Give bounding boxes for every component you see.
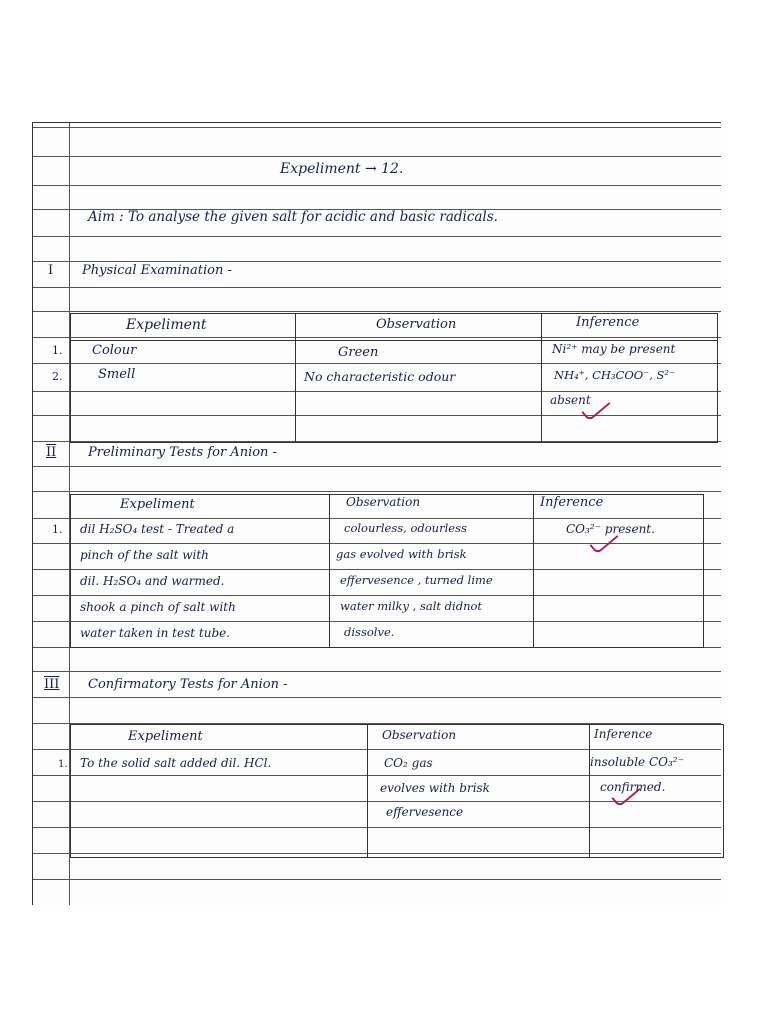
row-number: 1. xyxy=(58,759,68,770)
cell-inference: CO₃²⁻ present. xyxy=(566,522,655,536)
observation-line: dissolve. xyxy=(344,625,395,639)
col-header-experiment: Expeliment xyxy=(128,729,203,744)
observation-line: colourless, odourless xyxy=(344,521,467,535)
cell-inference-continued: absent xyxy=(550,393,591,407)
col-header-experiment: Expeliment xyxy=(120,497,195,512)
observation-line: gas evolved with brisk xyxy=(336,547,467,561)
cell-experiment: To the solid salt added dil. HCl. xyxy=(80,756,272,770)
cell-inference-continued: confirmed. xyxy=(600,780,666,794)
col-header-observation: Observation xyxy=(376,317,457,332)
experiment-line: pinch of the salt with xyxy=(80,548,209,562)
observation-line: effervesence xyxy=(386,805,464,819)
row-number: 1. xyxy=(52,344,63,357)
col-header-inference: Inference xyxy=(576,315,640,330)
cell-experiment: Colour xyxy=(92,343,137,358)
cell-inference: Ni²⁺ may be present xyxy=(552,342,676,356)
observation-line: effervesence , turned lime xyxy=(340,573,493,587)
aim-text: Aim : To analyse the given salt for acidic and basic radicals. xyxy=(88,209,498,225)
observation-line: water milky , salt didnot xyxy=(340,599,483,613)
row-number: 2. xyxy=(52,370,63,383)
section-heading: Preliminary Tests for Anion - xyxy=(88,445,277,460)
row-number: 1. xyxy=(52,523,63,536)
section-heading: Physical Examination - xyxy=(82,263,232,278)
cell-observation: No characteristic odour xyxy=(304,369,456,384)
experiment-line: dil H₂SO₄ test - Treated a xyxy=(80,522,235,536)
cell-inference: NH₄⁺, CH₃COO⁻, S²⁻ xyxy=(554,368,676,382)
section-heading: Confirmatory Tests for Anion - xyxy=(88,677,288,692)
cell-observation: Green xyxy=(338,345,379,360)
cell-experiment: Smell xyxy=(98,367,136,382)
page-title: Expeliment → 12. xyxy=(280,161,404,177)
cell-inference: insoluble CO₃²⁻ xyxy=(590,755,684,769)
section-numeral: III xyxy=(44,677,60,692)
experiment-line: shook a pinch of salt with xyxy=(80,600,236,614)
section-numeral: II xyxy=(46,445,57,460)
section-numeral: I xyxy=(48,263,54,278)
col-header-observation: Observation xyxy=(382,728,457,742)
experiment-line: water taken in test tube. xyxy=(80,626,231,640)
col-header-experiment: Expeliment xyxy=(126,317,207,333)
col-header-inference: Inference xyxy=(594,727,653,741)
col-header-inference: Inference xyxy=(540,495,604,510)
observation-line: CO₂ gas xyxy=(384,756,433,770)
experiment-line: dil. H₂SO₄ and warmed. xyxy=(80,574,225,588)
observation-line: evolves with brisk xyxy=(380,781,490,795)
col-header-observation: Observation xyxy=(346,495,421,509)
